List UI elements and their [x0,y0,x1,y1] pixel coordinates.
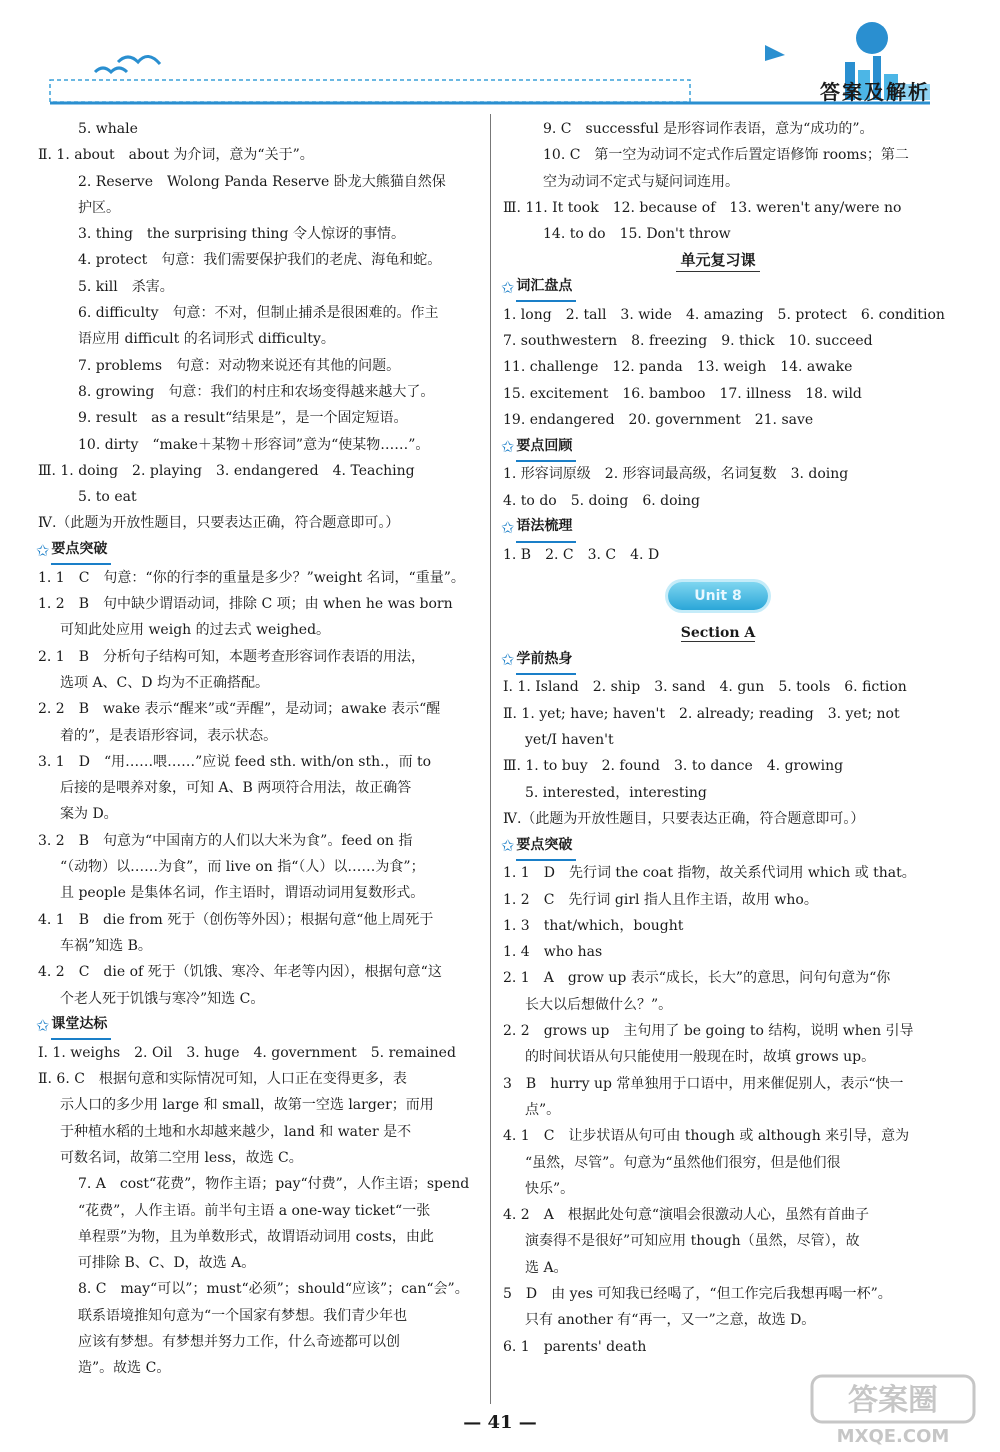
answer-line: Ⅰ. 1. weighs 2. Oil 3. huge 4. government 5. remained [38,1044,456,1061]
review-title-text: 单元复习课 [676,251,759,272]
answer-line: 5. kill 杀害。 [78,278,174,295]
answer-line: Ⅱ. 1. yet; have; haven't 2. already; reading 3. yet; not [503,705,900,722]
answer-line: 7. A cost“花费”，物作主语；pay“付费”，人作主语；spend [78,1176,470,1193]
answer-line: 5. whale [78,121,138,137]
answer-line: 15. excitement 16. bamboo 17. illness 18. wild [503,385,862,402]
section-heading-label: 词汇盘点 [516,273,576,302]
answer-line: 3. 1 D “用……喂……”应说 feed sth. with/on sth.，而 to [38,753,432,770]
answer-line: 7. southwestern 8. freezing 9. thick 10. succeed [503,333,873,350]
section-heading-label: 要点突破 [51,536,111,565]
answer-line: 6. difficulty 句意：不对，但制止捕杀是很困难的。作主 [78,305,439,322]
star-icon: ✩ [501,277,515,297]
answer-line: 10. dirty “make＋某物＋形容词”意为“使某物……”。 [78,436,430,453]
answer-line: 且 people 是集体名词，作主语时，谓语动词用复数形式。 [60,885,425,902]
answer-line: Ⅲ. 1. to buy 2. found 3. to dance 4. growing [503,758,844,775]
left-column [38,116,480,1382]
answer-line: 语应用 difficult 的名词形式 difficulty。 [78,331,335,348]
answer-line: Ⅳ.（此题为开放性题目，只要表达正确，符合题意即可。） [503,810,865,827]
answer-line: 1. 形容词原级 2. 形容词最高级，名词复数 3. doing [503,466,849,483]
answer-line: 11. challenge 12. panda 13. weigh 14. awake [503,359,853,376]
answer-line: 4. protect 句意：我们需要保护我们的老虎、海龟和蛇。 [78,252,442,269]
bird-icon [118,56,160,64]
watermark-logo [808,1372,978,1446]
answer-line: 3 B hurry up 常单独用于口语中，用来催促别人，表示“快一 [503,1075,904,1092]
answer-line: 1. 2 C 先行词 girl 指人且作主语，故用 who。 [503,891,818,908]
page-header [0,0,1000,110]
page-number: — 41 — [463,1412,537,1433]
answer-line: 1. 1 C 句意：“你的行李的重量是多少？”weight 名词，“重量”。 [38,569,465,586]
answer-line: 可数名词，故第二空用 less，故选 C。 [60,1149,303,1166]
answer-line: 护区。 [78,199,120,216]
bird-icon [95,68,127,72]
column-divider [490,114,491,1404]
answer-line: 示人口的多少用 large 和 small，故第一空选 larger；而用 [60,1097,434,1114]
answer-line: “花费”，人作主语。前半句主语 a one-way ticket“一张 [78,1202,431,1219]
answer-line: 19. endangered 20. government 21. save [503,411,814,428]
answer-line: 2. 2 grows up 主句用了 be going to 结构，说明 when 引导 [503,1023,914,1040]
answer-line: 可知此处应用 weigh 的过去式 weighed。 [60,622,331,639]
section-heading [501,434,933,460]
answer-line: 8. growing 句意：我们的村庄和农场变得越来越大了。 [78,383,435,400]
answer-line: 车祸”知选 B。 [60,937,152,954]
answer-line: 联系语境推知句意为“一个国家有梦想。我们青少年也 [78,1307,408,1324]
section-heading [36,1013,480,1039]
section-title-text: Section A [680,625,756,642]
answer-line: 1. 4 who has [503,944,603,961]
answer-line: 的时间状语从句只能使用一般现在时，故填 grows up。 [525,1049,876,1066]
section-heading-label: 语法梳理 [516,513,576,542]
section-heading [501,515,933,541]
answer-line: 4. 1 C 让步状语从句可由 though 或 although 来引导，意为 [503,1128,910,1145]
answer-line: 2. 1 B 分析句子结构可知，本题考查形容词作表语的用法， [38,648,426,665]
section-heading-label: 课堂达标 [51,1011,111,1040]
section-heading [36,538,480,564]
answer-line: Ⅲ. 1. doing 2. playing 3. endangered 4. Teaching [38,462,415,479]
star-icon: ✩ [36,1015,50,1035]
answer-line: 14. to do 15. Don't throw [543,226,731,243]
answer-line: 只有 another 有“再一，又一”之意，故选 D。 [525,1312,816,1329]
answer-line: 案为 D。 [60,806,118,823]
answer-line: 5 D 由 yes 可知我已经喝了，“但工作完后我想再喝一杯”。 [503,1285,892,1302]
answer-line: 9. result as a result“结果是”，是一个固定短语。 [78,410,408,427]
answer-line: 3. thing the surprising thing 令人惊讶的事情。 [78,226,405,243]
answer-line: 应该有梦想。有梦想并努力工作，什么奇迹都可以创 [78,1334,400,1351]
answer-line: 1. long 2. tall 3. wide 4. amazing 5. protect 6. condition [503,306,945,323]
answer-line: 1. 1 D 先行词 the coat 指物，故关系代词用 which 或 that。 [503,865,916,882]
answer-line: 着的”，是表语形容词，表示状态。 [60,727,278,744]
answer-line: “虽然，尽管”。句意为“虽然他们很穷，但是他们很 [525,1154,841,1171]
section-heading [501,647,933,673]
answer-line: 个老人死于饥饿与寒冷”知选 C。 [60,990,265,1007]
answer-line: 5. interested，interesting [525,784,707,801]
plane-icon [765,45,785,61]
answer-line: yet/I haven't [525,732,614,749]
answer-line: 2. 1 A grow up 表示“成长，长大”的意思，问句句意为“你 [503,970,891,987]
answer-line: 4. to do 5. doing 6. doing [503,492,701,509]
review-title [503,247,933,273]
answer-line: 3. 2 B 句意为“中国南方的人们以大米为食”。feed on 指 [38,832,413,849]
answer-line: 1. 3 that/which，bought [503,917,684,934]
answer-line: 4. 2 A 根据此处句意“演唱会很激动人心，虽然有首曲子 [503,1207,869,1224]
answer-line: 选 A。 [525,1259,568,1276]
answer-line: Ⅳ.（此题为开放性题目，只要表达正确，符合题意即可。） [38,515,400,532]
answer-line: 快乐”。 [525,1180,575,1197]
section-heading [501,275,933,301]
answer-line: 点”。 [525,1101,561,1118]
section-title [503,620,933,646]
answer-line: 10. C 第一空为动词不定式作后置定语修饰 rooms；第二 [543,147,909,164]
answer-line: 1. 2 B 句中缺少谓语动词，排除 C 项；由 when he was born [38,596,453,613]
answer-line: 于种植水稻的土地和水却越来越少，land 和 water 是不 [60,1123,412,1140]
watermark-cn: 答案圈 [848,1383,938,1418]
answer-line: 8. C may“可以”；must“必须”；should“应该”；can“会”。 [78,1281,469,1298]
answer-line: 2. Reserve Wolong Panda Reserve 卧龙大熊猫自然保 [78,173,446,190]
answer-line: 后接的是喂养对象，可知 A、B 两项符合用法，故正确答 [60,780,412,797]
section-heading-label: 要点突破 [516,832,576,861]
answer-line: 6. 1 parents' death [503,1338,647,1355]
answer-line: Ⅲ. 11. It took 12. because of 13. weren't any/were no [503,199,902,216]
answer-line: Ⅱ. 1. about about 为介词，意为“关于”。 [38,147,314,164]
answer-line: “（动物）以……为食”，而 live on 指“（人）以……为食”； [60,859,425,876]
star-icon: ✩ [501,650,515,670]
section-heading-label: 要点回顾 [516,433,576,462]
answer-line: 可排除 B、C、D，故选 A。 [78,1255,256,1272]
answer-line: 5. to eat [78,489,137,506]
header-title: 答案及解析 [820,80,930,104]
star-icon: ✩ [501,836,515,856]
answer-line: 4. 2 C die of 死于（饥饿、寒冷、年老等内因），根据句意“这 [38,964,442,981]
answer-line: 空为动词不定式与疑问词连用。 [543,173,739,190]
answer-line: 9. C successful 是形容词作表语，意为“成功的”。 [543,121,874,137]
answer-line: 造”。故选 C。 [78,1360,171,1377]
answer-line: Ⅰ. 1. Island 2. ship 3. sand 4. gun 5. tools 6. fiction [503,679,907,696]
unit-banner: Unit 8 [668,582,768,610]
watermark-en: MXQE.COM [836,1426,950,1446]
answer-line: 1. B 2. C 3. C 4. D [503,546,660,563]
star-icon: ✩ [36,540,50,560]
answer-line: 7. problems 句意：对动物来说还有其他的问题。 [78,357,401,374]
star-icon: ✩ [501,517,515,537]
right-column [501,116,945,1360]
answer-line: 长大以后想做什么？”。 [525,996,673,1013]
answer-line: 单程票”为物，且为单数形式，故谓语动词用 costs，由此 [78,1228,434,1245]
answer-line: Ⅱ. 6. C 根据句意和实际情况可知，人口正在变得更多，表 [38,1071,407,1088]
section-heading [501,833,933,859]
star-icon: ✩ [501,437,515,457]
answer-line: 2. 2 B wake 表示“醒来”或“弄醒”，是动词；awake 表示“醒 [38,701,441,718]
answer-line: 选项 A、C、D 均为不正确搭配。 [60,674,269,691]
answer-line: 4. 1 B die from 死于（创伤等外因）；根据句意“他上周死于 [38,911,434,928]
answer-line: 演奏得不是很好”可知应用 though（虽然，尽管），故 [525,1233,860,1250]
section-heading-label: 学前热身 [516,646,576,675]
